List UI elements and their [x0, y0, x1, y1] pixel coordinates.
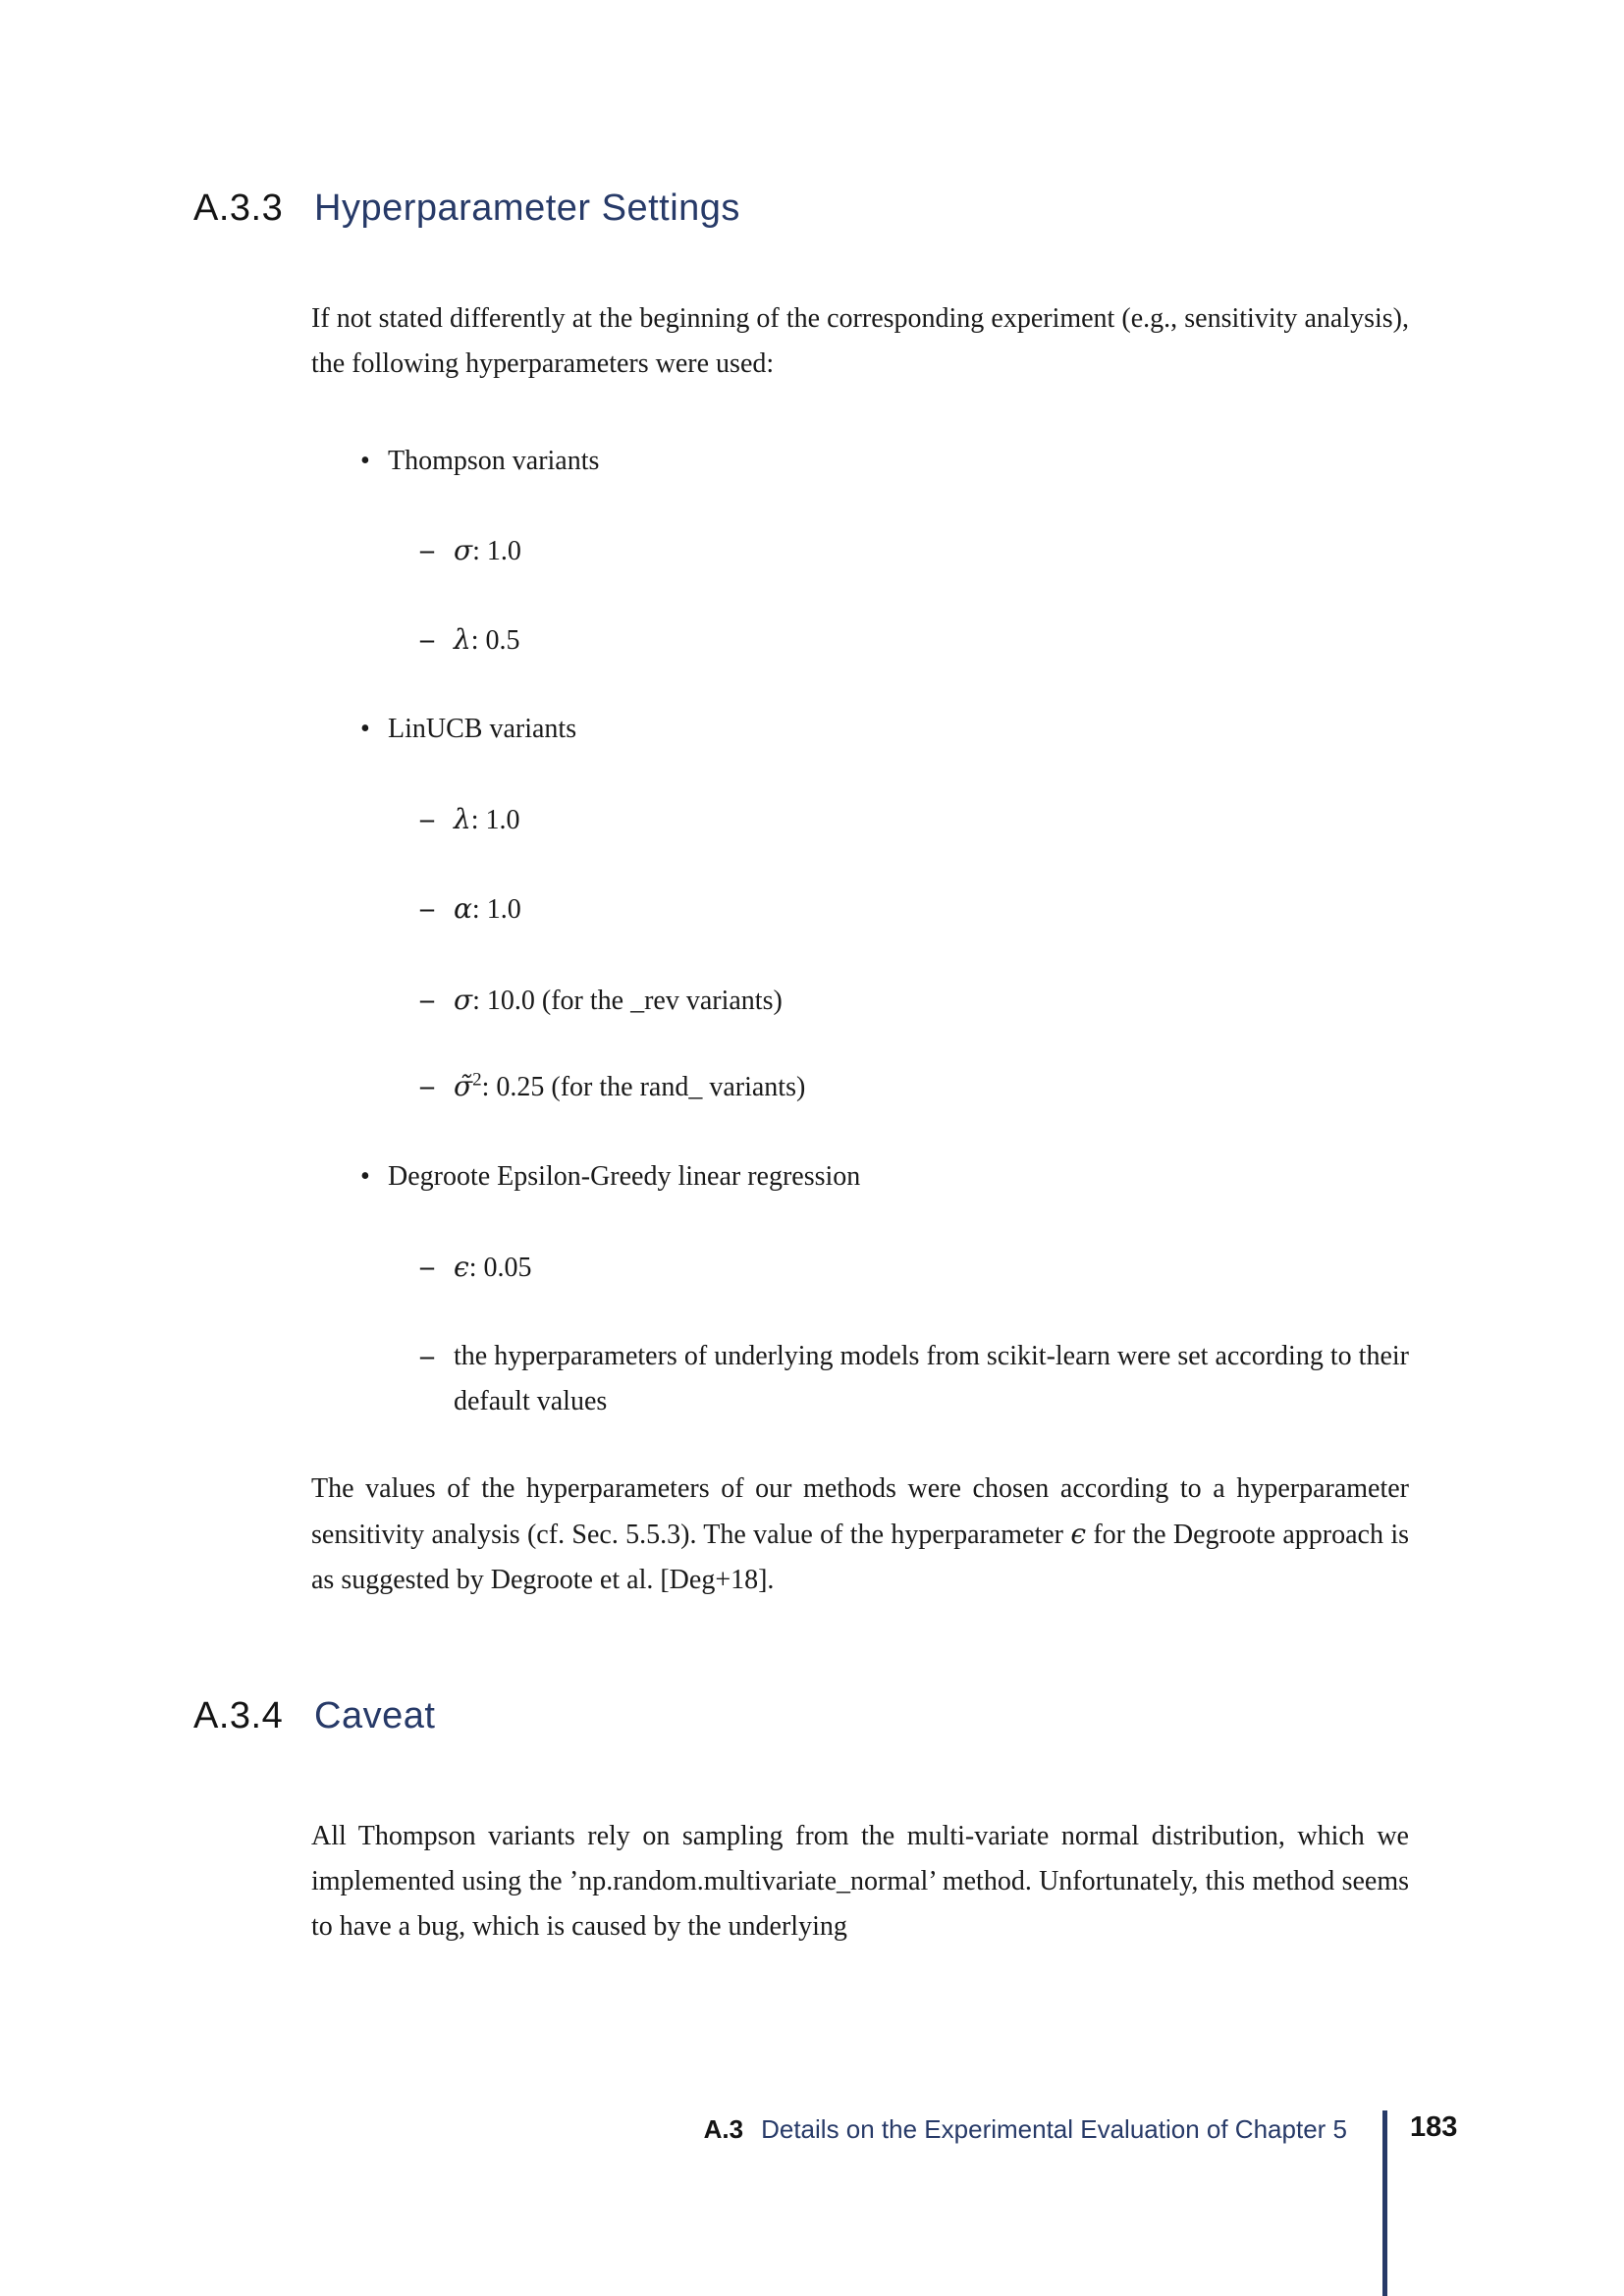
superscript: 2 [472, 1069, 482, 1091]
dash-marker: – [420, 804, 434, 834]
greek-symbol: ϵ [454, 1251, 469, 1283]
dash-marker: – [420, 1071, 434, 1101]
list-subitem-epsilon [311, 1245, 1409, 1291]
closing-paragraph [311, 1467, 1409, 1603]
subitem-text [454, 1245, 1409, 1291]
subitem-text: the hyperparameters of underlying models from scikit-learn were set according to their default values [454, 1341, 1409, 1416]
section-number: A.3.3 [193, 187, 284, 229]
subitem-text [454, 886, 1409, 933]
greek-symbol: σ [454, 534, 473, 566]
greek-symbol: σ [454, 984, 473, 1016]
list-item-label: LinUCB variants [388, 714, 577, 744]
subitem-text [454, 528, 1409, 574]
greek-symbol: ϵ [1070, 1518, 1087, 1550]
intro-paragraph: If not stated differently at the beginning of the corresponding experiment (e.g., sensitivity analysis), the following hyperparameters were used: [311, 303, 1409, 379]
list-subitem-sigma-1 [311, 528, 1409, 574]
subitem-value: : 0.05 [468, 1253, 532, 1283]
subitem-text [454, 797, 1409, 843]
list-item-degroote [311, 1154, 1409, 1200]
bullet-marker: • [360, 1161, 370, 1192]
dash-marker: – [420, 1252, 434, 1282]
subitem-text [454, 617, 1409, 664]
bullet-marker: • [360, 714, 370, 744]
subitem-text [454, 1064, 1409, 1110]
dash-marker: – [420, 535, 434, 565]
section-title: Hyperparameter Settings [314, 187, 740, 229]
list-subitem-lambda-05 [311, 617, 1409, 664]
list-subitem-scikit-defaults [311, 1334, 1409, 1424]
caveat-paragraph: All Thompson variants rely on sampling from the multi-variate normal distribution, which we implemented using the ’np.random.multivariate_normal’ method. Unfortunately, this method seems to have a bug, which is caused by the underlying [311, 1821, 1409, 1942]
list-item-label: Degroote Epsilon-Greedy linear regression [388, 1161, 861, 1192]
dash-marker: – [420, 1341, 434, 1371]
page-number: 183 [1410, 2111, 1458, 2143]
list-item-thompson [311, 439, 1409, 484]
section-title: Caveat [314, 1695, 436, 1736]
dash-marker: – [420, 985, 434, 1015]
subitem-value: : 0.25 (for the rand_ variants) [481, 1072, 806, 1102]
section-number: A.3.4 [193, 1695, 284, 1736]
footer-running-title [704, 2112, 1347, 2146]
greek-symbol: σ̃ [454, 1070, 473, 1102]
subitem-value: : 0.5 [470, 625, 520, 656]
list-subitem-sigma-10 [311, 978, 1409, 1024]
section-heading-a34 [193, 1692, 1624, 1739]
greek-symbol: λ [454, 623, 471, 656]
dash-marker: – [420, 893, 434, 924]
footer-section-title: Details on the Experimental Evaluation of Chapter 5 [761, 2114, 1347, 2144]
list-subitem-sigma-tilde-sq [311, 1064, 1409, 1110]
greek-symbol: α [454, 892, 472, 925]
closing-after: for the Degroote approach is as suggested by Degroote et al. [Deg+18]. [311, 1520, 1409, 1595]
footer-divider-bar [1382, 2110, 1387, 2296]
list-item-linucb [311, 707, 1409, 752]
subitem-value: : 10.0 (for the _rev variants) [472, 986, 783, 1016]
greek-symbol: λ [454, 803, 471, 835]
subitem-value: : 1.0 [471, 894, 521, 925]
subitem-text [454, 978, 1409, 1024]
closing-before: The values of the hyperparameters of our methods were chosen according to a hyperparameter sensitivity analysis (cf. Sec. 5.5.3). The value of the hyperparameter [311, 1473, 1409, 1550]
footer-section-number: A.3 [703, 2114, 744, 2144]
subitem-value: : 1.0 [472, 536, 521, 566]
list-item-label: Thompson variants [388, 446, 600, 476]
list-subitem-lambda-1 [311, 797, 1409, 843]
bullet-marker: • [360, 446, 370, 476]
list-subitem-alpha-1 [311, 886, 1409, 933]
dash-marker: – [420, 624, 434, 655]
section-heading-a33 [193, 185, 1624, 232]
subitem-value: : 1.0 [470, 805, 520, 835]
